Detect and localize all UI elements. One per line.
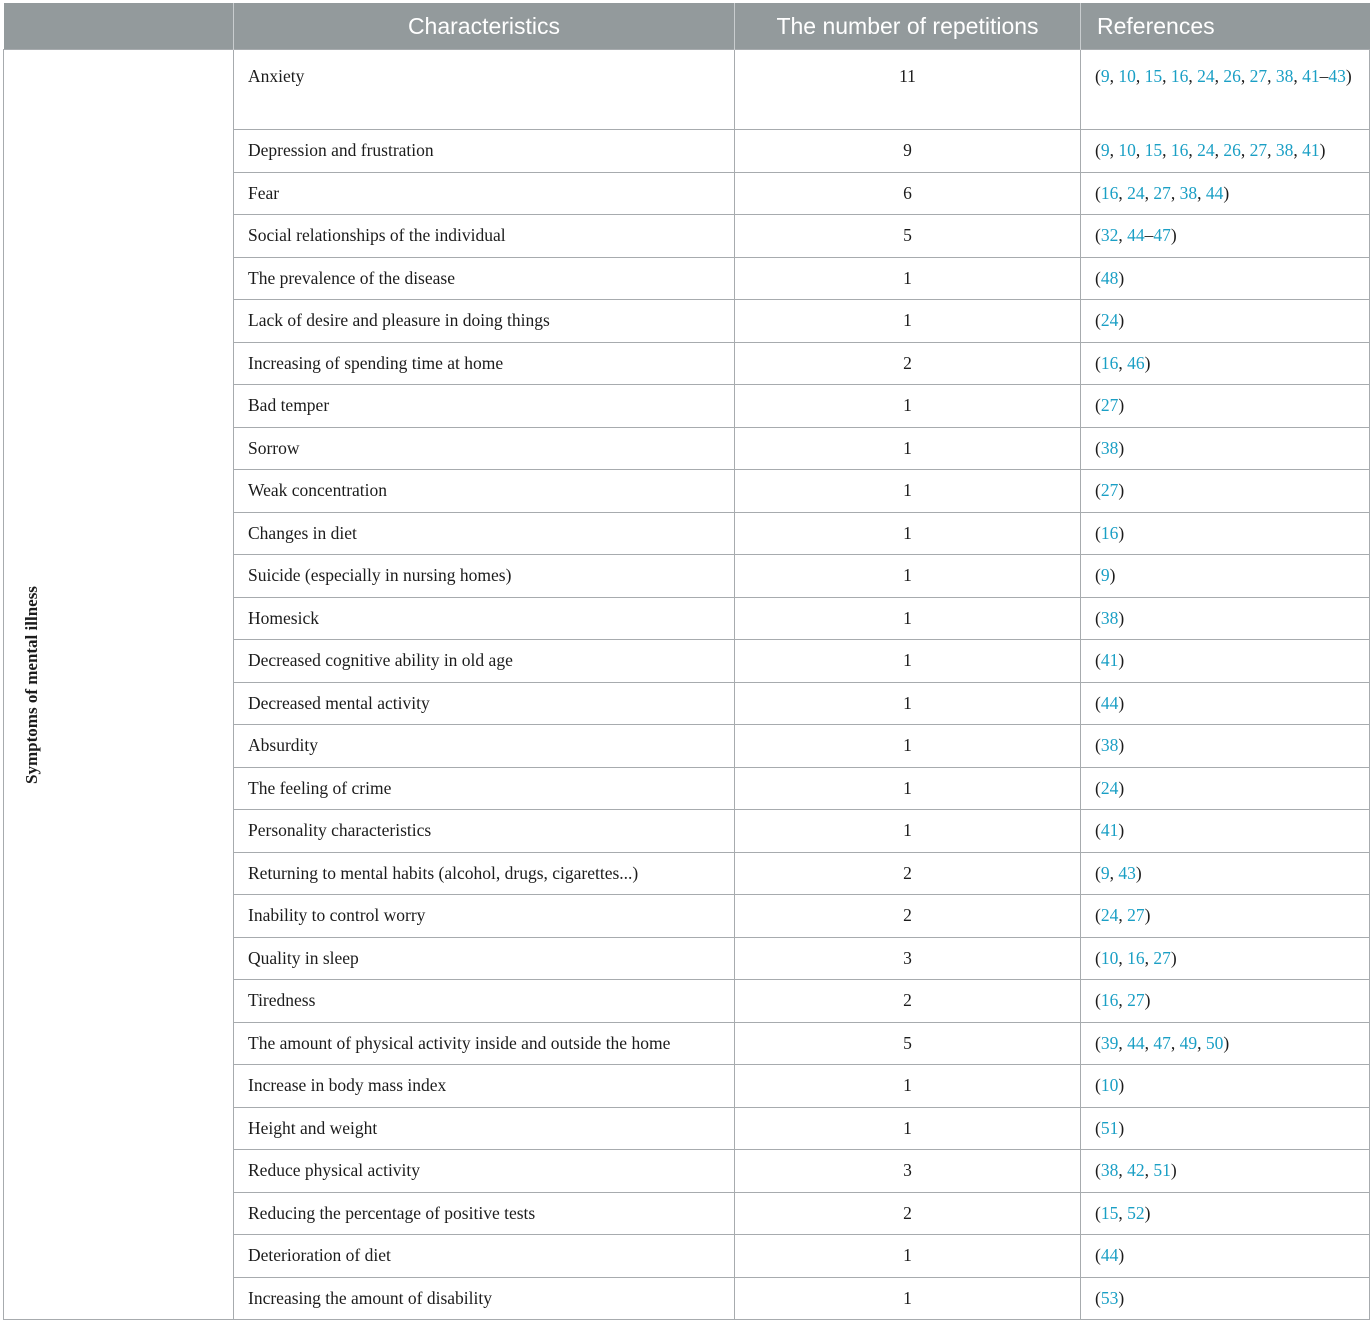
reference-link[interactable]: 38 <box>1275 140 1294 161</box>
references-cell: (38, 42, 51) <box>1081 1150 1370 1193</box>
references-cell: (39, 44, 47, 49, 50) <box>1081 1022 1370 1065</box>
table-row <box>4 50 1370 130</box>
repetitions-cell: 11 <box>735 50 1081 130</box>
reference-link[interactable]: 47 <box>1153 225 1171 246</box>
repetitions-cell: 1 <box>735 597 1081 640</box>
reference-link[interactable]: 10 <box>1100 947 1119 968</box>
reference-link[interactable]: 50 <box>1205 1032 1224 1053</box>
repetitions-cell: 1 <box>735 257 1081 300</box>
references-cell: (44) <box>1081 1235 1370 1278</box>
references-cell: (16, 24, 27, 38, 44) <box>1081 172 1370 215</box>
reference-link[interactable]: 10 <box>1118 140 1136 161</box>
reference-link[interactable]: 24 <box>1197 66 1215 86</box>
reference-link[interactable]: 26 <box>1223 66 1241 86</box>
reference-link[interactable]: 15 <box>1144 66 1163 86</box>
reference-link[interactable]: 16 <box>1100 182 1119 203</box>
characteristic-cell: Bad temper <box>234 385 735 428</box>
references-cell: (38) <box>1081 597 1370 640</box>
repetitions-cell: 2 <box>735 895 1081 938</box>
reference-link[interactable]: 27 <box>1127 990 1145 1011</box>
reference-link[interactable]: 44 <box>1100 692 1119 713</box>
reference-link[interactable]: 32 <box>1100 225 1119 246</box>
reference-link[interactable]: 27 <box>1100 480 1119 501</box>
characteristic-cell: Reducing the percentage of positive tests <box>234 1192 735 1235</box>
header-blank <box>4 3 234 50</box>
references-cell: (16) <box>1081 512 1370 555</box>
reference-link[interactable]: 38 <box>1100 437 1119 458</box>
repetitions-cell: 1 <box>735 767 1081 810</box>
characteristic-cell: Suicide (especially in nursing homes) <box>234 555 735 598</box>
reference-link[interactable]: 27 <box>1153 182 1171 203</box>
repetitions-cell: 3 <box>735 1150 1081 1193</box>
reference-link[interactable]: 24 <box>1100 905 1119 926</box>
reference-link[interactable]: 24 <box>1100 310 1119 331</box>
reference-link[interactable]: 9 <box>1100 565 1110 586</box>
reference-link[interactable]: 10 <box>1100 1075 1119 1096</box>
characteristic-cell: Increase in body mass index <box>234 1065 735 1108</box>
characteristic-cell: Social relationships of the individual <box>234 215 735 258</box>
reference-link[interactable]: 15 <box>1100 1202 1119 1223</box>
reference-link[interactable]: 42 <box>1127 1160 1145 1181</box>
references-cell: (10, 16, 27) <box>1081 937 1370 980</box>
reference-link[interactable]: 44 <box>1100 1245 1119 1266</box>
reference-link[interactable]: 16 <box>1100 352 1119 373</box>
repetitions-cell: 1 <box>735 512 1081 555</box>
reference-link[interactable]: 43 <box>1328 66 1346 86</box>
repetitions-cell: 1 <box>735 1107 1081 1150</box>
characteristic-cell: Absurdity <box>234 725 735 768</box>
repetitions-cell: 2 <box>735 1192 1081 1235</box>
characteristic-cell: Anxiety <box>234 50 735 130</box>
characteristic-cell: Increasing of spending time at home <box>234 342 735 385</box>
repetitions-cell: 1 <box>735 470 1081 513</box>
reference-link[interactable]: 43 <box>1118 862 1136 883</box>
repetitions-cell: 1 <box>735 640 1081 683</box>
reference-link[interactable]: 16 <box>1100 990 1119 1011</box>
references-cell: (16, 27) <box>1081 980 1370 1023</box>
characteristic-cell: Returning to mental habits (alcohol, drugs, cigarettes...) <box>234 852 735 895</box>
references-cell: (24, 27) <box>1081 895 1370 938</box>
references-cell: (16, 46) <box>1081 342 1370 385</box>
characteristic-cell: Weak concentration <box>234 470 735 513</box>
reference-link[interactable]: 16 <box>1170 140 1189 161</box>
characteristic-cell: Homesick <box>234 597 735 640</box>
reference-link[interactable]: 27 <box>1127 905 1145 926</box>
characteristic-cell: Inability to control worry <box>234 895 735 938</box>
repetitions-cell: 5 <box>735 1022 1081 1065</box>
reference-link[interactable]: 27 <box>1249 140 1268 161</box>
group-label: Symptoms of mental illness <box>22 585 41 784</box>
references-cell: (53) <box>1081 1277 1370 1320</box>
repetitions-cell: 1 <box>735 300 1081 343</box>
header-characteristics: Characteristics <box>234 3 735 50</box>
references-cell: (32, 44–47) <box>1081 215 1370 258</box>
reference-link[interactable]: 49 <box>1179 1032 1198 1053</box>
characteristic-cell: Height and weight <box>234 1107 735 1150</box>
characteristic-cell: Changes in diet <box>234 512 735 555</box>
references-cell: (38) <box>1081 725 1370 768</box>
reference-link[interactable]: 53 <box>1100 1287 1119 1308</box>
references-cell: (38) <box>1081 427 1370 470</box>
characteristic-cell: Quality in sleep <box>234 937 735 980</box>
reference-link[interactable]: 9 <box>1100 140 1110 161</box>
reference-link[interactable]: 9 <box>1100 66 1110 86</box>
repetitions-cell: 1 <box>735 682 1081 725</box>
reference-link[interactable]: 44 <box>1205 182 1224 203</box>
reference-link[interactable]: 24 <box>1100 777 1119 798</box>
references-cell: (41) <box>1081 810 1370 853</box>
reference-link[interactable]: 41 <box>1100 820 1119 841</box>
reference-link[interactable]: 27 <box>1249 66 1268 86</box>
reference-link[interactable]: 16 <box>1127 947 1145 968</box>
references-cell: (27) <box>1081 470 1370 513</box>
reference-link[interactable]: 41 <box>1302 66 1320 86</box>
reference-link[interactable]: 51 <box>1100 1117 1119 1138</box>
repetitions-cell: 6 <box>735 172 1081 215</box>
repetitions-cell: 9 <box>735 130 1081 173</box>
header-repetitions: The number of repetitions <box>735 3 1081 50</box>
repetitions-cell: 2 <box>735 980 1081 1023</box>
repetitions-cell: 1 <box>735 427 1081 470</box>
characteristic-cell: Reduce physical activity <box>234 1150 735 1193</box>
reference-link[interactable]: 41 <box>1302 140 1320 161</box>
reference-link[interactable]: 38 <box>1100 735 1119 756</box>
reference-link[interactable]: 44 <box>1127 225 1145 246</box>
reference-link[interactable]: 39 <box>1100 1032 1119 1053</box>
characteristic-cell: The amount of physical activity inside and outside the home <box>234 1022 735 1065</box>
characteristic-cell: Tiredness <box>234 980 735 1023</box>
repetitions-cell: 1 <box>735 1065 1081 1108</box>
characteristic-cell: The prevalence of the disease <box>234 257 735 300</box>
repetitions-cell: 1 <box>735 725 1081 768</box>
references-cell: (48) <box>1081 257 1370 300</box>
header-references: References <box>1081 3 1370 50</box>
references-cell: (24) <box>1081 767 1370 810</box>
repetitions-cell: 5 <box>735 215 1081 258</box>
repetitions-cell: 1 <box>735 1277 1081 1320</box>
reference-link[interactable]: 15 <box>1144 140 1163 161</box>
repetitions-cell: 3 <box>735 937 1081 980</box>
characteristic-cell: Fear <box>234 172 735 215</box>
repetitions-cell: 1 <box>735 385 1081 428</box>
reference-link[interactable]: 51 <box>1153 1160 1171 1181</box>
reference-link[interactable]: 16 <box>1100 522 1119 543</box>
reference-link[interactable]: 10 <box>1118 66 1136 86</box>
references-cell: (41) <box>1081 640 1370 683</box>
reference-link[interactable]: 47 <box>1153 1032 1171 1053</box>
characteristic-cell: Decreased mental activity <box>234 682 735 725</box>
characteristic-cell: Decreased cognitive ability in old age <box>234 640 735 683</box>
repetitions-cell: 1 <box>735 1235 1081 1278</box>
references-cell: (44) <box>1081 682 1370 725</box>
reference-link[interactable]: 48 <box>1100 267 1119 288</box>
repetitions-cell: 2 <box>735 852 1081 895</box>
repetitions-cell: 2 <box>735 342 1081 385</box>
characteristic-cell: Personality characteristics <box>234 810 735 853</box>
reference-link[interactable]: 38 <box>1100 1160 1119 1181</box>
characteristic-cell: Increasing the amount of disability <box>234 1277 735 1320</box>
reference-link[interactable]: 41 <box>1100 650 1119 671</box>
reference-link[interactable]: 24 <box>1197 140 1215 161</box>
references-cell: (27) <box>1081 385 1370 428</box>
header-row <box>4 3 1370 50</box>
reference-link[interactable]: 27 <box>1100 395 1119 416</box>
reference-link[interactable]: 24 <box>1127 182 1145 203</box>
characteristic-cell: Depression and frustration <box>234 130 735 173</box>
characteristic-cell: The feeling of crime <box>234 767 735 810</box>
references-cell: (9) <box>1081 555 1370 598</box>
reference-link[interactable]: 27 <box>1153 947 1171 968</box>
group-cell <box>4 50 234 1320</box>
references-cell: (10) <box>1081 1065 1370 1108</box>
characteristic-cell: Deterioration of diet <box>234 1235 735 1278</box>
reference-link[interactable]: 38 <box>1275 66 1294 86</box>
characteristic-cell: Lack of desire and pleasure in doing things <box>234 300 735 343</box>
reference-link[interactable]: 38 <box>1179 182 1198 203</box>
references-cell: (15, 52) <box>1081 1192 1370 1235</box>
references-cell: (9, 10, 15, 16, 24, 26, 27, 38, 41–43) <box>1081 50 1370 130</box>
repetitions-cell: 1 <box>735 555 1081 598</box>
references-cell: (51) <box>1081 1107 1370 1150</box>
characteristic-cell: Sorrow <box>234 427 735 470</box>
repetitions-cell: 1 <box>735 810 1081 853</box>
reference-link[interactable]: 52 <box>1127 1202 1145 1223</box>
reference-link[interactable]: 9 <box>1100 862 1110 883</box>
references-cell: (9, 10, 15, 16, 24, 26, 27, 38, 41) <box>1081 130 1370 173</box>
references-cell: (24) <box>1081 300 1370 343</box>
reference-link[interactable]: 46 <box>1127 352 1145 373</box>
characteristics-table <box>3 3 1370 1320</box>
references-cell: (9, 43) <box>1081 852 1370 895</box>
reference-link[interactable]: 16 <box>1170 66 1189 86</box>
reference-link[interactable]: 38 <box>1100 607 1119 628</box>
reference-link[interactable]: 44 <box>1127 1032 1145 1053</box>
reference-link[interactable]: 26 <box>1223 140 1241 161</box>
